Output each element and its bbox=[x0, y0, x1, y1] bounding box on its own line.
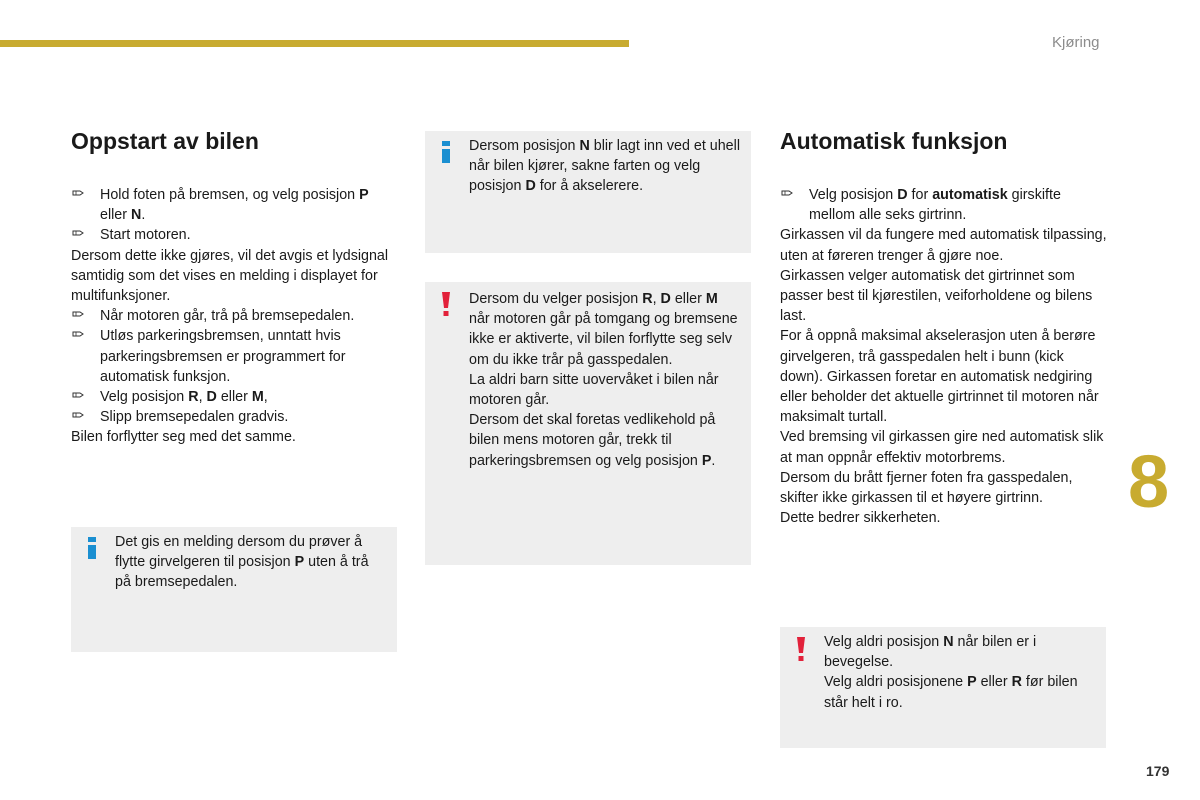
text-run: . bbox=[141, 207, 146, 224]
right-column bbox=[780, 127, 1110, 528]
paragraph bbox=[780, 225, 1110, 265]
bold-text: P bbox=[967, 674, 977, 691]
bold-text: R bbox=[188, 389, 199, 406]
text-run: for bbox=[907, 187, 933, 203]
text-run: Ved bremsing vil girkassen gire ned automatisk slik at man oppnår effektiv motorbrems. bbox=[780, 429, 1104, 466]
text-run: Dersom dette ikke gjøres, vil det avgis et lydsignal samtidig som det vises en melding i displayet for multifunksjoner. bbox=[71, 247, 389, 305]
info-icon bbox=[441, 141, 451, 169]
text-run: Velg posisjon bbox=[100, 389, 189, 406]
bold-text: D bbox=[206, 389, 217, 406]
warning-icon bbox=[441, 292, 451, 324]
bullet-item bbox=[71, 407, 396, 427]
warning-box-right-text bbox=[824, 632, 1096, 713]
paragraph bbox=[780, 326, 1110, 427]
info-box-left-text bbox=[115, 532, 387, 593]
chapter-number: 8 bbox=[1128, 440, 1170, 523]
bullet-item bbox=[71, 387, 396, 407]
text-run: uten å trå på bremsepedalen. bbox=[115, 554, 369, 591]
pointing-hand-icon bbox=[72, 408, 84, 428]
paragraph bbox=[469, 289, 741, 370]
text-run: Dette bedrer sikkerheten. bbox=[780, 510, 941, 527]
text-run: Når motoren går, trå på bremsepedalen. bbox=[100, 308, 355, 325]
text-run: , bbox=[263, 389, 268, 406]
text-run: Det gis en melding dersom du prøver å flytte girvelgeren til posisjon bbox=[115, 534, 363, 571]
bold-text: P bbox=[701, 452, 712, 469]
text-run: når motoren går på tomgang og bremsene ikke er aktiverte, vil bilen forflytte seg selv om du ikke trår på gasspedalen. bbox=[469, 311, 738, 368]
bullet-item bbox=[71, 326, 396, 387]
text-run: Dersom du velger posisjon bbox=[469, 291, 643, 307]
text-run: blir lagt inn ved et uhell når bilen kjører, sakne farten og velg posisjon bbox=[469, 138, 740, 195]
info-box-middle-text bbox=[469, 136, 741, 197]
pointing-hand-icon bbox=[72, 388, 84, 408]
bold-text: N bbox=[131, 207, 142, 224]
right-body bbox=[780, 185, 1110, 528]
paragraph bbox=[115, 532, 387, 593]
bold-text: N bbox=[943, 634, 954, 650]
paragraph bbox=[71, 246, 396, 307]
bold-text: D bbox=[525, 178, 536, 195]
text-run: For å oppnå maksimal akselerasjon uten å berøre girvelgeren, trå gasspedalen helt i bunn (kick down). Girkassen foretar en automatisk nedgiring eller beholder det aktuelle girtrinnet til motoren når maksimalt turtall. bbox=[780, 328, 1099, 426]
text-run: Dersom det skal foretas vedlikehold på bilen mens motoren går, trekk til parkeringsbremsen og velg posisjon bbox=[469, 412, 716, 469]
paragraph bbox=[469, 370, 741, 410]
paragraph bbox=[824, 632, 1096, 672]
bold-text: M bbox=[251, 389, 264, 406]
bold-text: R bbox=[1011, 674, 1022, 691]
bold-text: D bbox=[897, 187, 908, 203]
bold-text: M bbox=[705, 291, 718, 307]
bullet-item bbox=[71, 185, 396, 225]
bold-text: automatisk bbox=[932, 187, 1008, 203]
text-run: Dersom posisjon bbox=[469, 138, 580, 154]
text-run: eller bbox=[216, 389, 252, 406]
text-run: eller bbox=[976, 674, 1012, 691]
text-run: Velg aldri posisjonene bbox=[824, 674, 968, 691]
bold-text: N bbox=[579, 138, 590, 154]
text-run: . bbox=[711, 452, 716, 469]
text-run: før bilen står helt i ro. bbox=[824, 674, 1078, 711]
bullet-item bbox=[780, 185, 1110, 225]
paragraph bbox=[824, 672, 1096, 712]
chapter-title: Kjøring bbox=[1052, 34, 1100, 51]
text-run: Hold foten på bremsen, og velg posisjon bbox=[100, 187, 360, 203]
paragraph bbox=[780, 427, 1110, 467]
text-run: for å akselerere. bbox=[535, 178, 644, 195]
text-run: Slipp bremsepedalen gradvis. bbox=[100, 409, 289, 426]
left-column bbox=[71, 127, 396, 448]
paragraph bbox=[469, 410, 741, 471]
header-accent-bar bbox=[0, 40, 629, 47]
section-heading-automatic: Automatisk funksjon bbox=[780, 128, 1008, 154]
bold-text: R bbox=[642, 291, 653, 307]
warning-box-middle bbox=[425, 282, 751, 565]
paragraph bbox=[780, 266, 1110, 327]
warning-box-right bbox=[780, 627, 1106, 748]
pointing-hand-icon bbox=[72, 226, 84, 246]
text-run: Girkassen vil da fungere med automatisk tilpassing, uten at føreren trenger å gjøre noe. bbox=[780, 227, 1107, 264]
info-box-left bbox=[71, 527, 397, 652]
text-run: når bilen er i bevegelse. bbox=[824, 634, 1037, 671]
text-run: Velg posisjon bbox=[809, 187, 898, 203]
paragraph bbox=[469, 136, 741, 197]
pointing-hand-icon bbox=[72, 186, 84, 206]
text-run: , bbox=[198, 389, 207, 406]
text-run: La aldri barn sitte uovervåket i bilen når motoren går. bbox=[469, 371, 719, 409]
info-icon bbox=[87, 537, 97, 565]
bold-text: P bbox=[294, 554, 305, 571]
text-run: Start motoren. bbox=[100, 227, 191, 244]
bullet-item bbox=[71, 306, 396, 326]
left-body bbox=[71, 185, 396, 448]
text-run: eller bbox=[100, 207, 131, 224]
pointing-hand-icon bbox=[72, 307, 84, 327]
paragraph bbox=[780, 468, 1110, 508]
text-run: eller bbox=[670, 291, 706, 307]
text-run: , bbox=[652, 291, 661, 307]
section-heading-startup: Oppstart av bilen bbox=[71, 128, 259, 154]
pointing-hand-icon bbox=[781, 186, 793, 206]
bullet-item bbox=[71, 225, 396, 245]
bold-text: P bbox=[359, 187, 369, 203]
text-run: Dersom du brått fjerner foten fra gasspedalen, skifter ikke girkassen til et høyere girtrinn. bbox=[780, 469, 1073, 507]
text-run: Velg aldri posisjon bbox=[824, 634, 944, 650]
text-run: girskifte mellom alle seks girtrinn. bbox=[809, 187, 1061, 224]
pointing-hand-icon bbox=[72, 327, 84, 347]
warning-icon bbox=[796, 637, 806, 669]
info-box-middle bbox=[425, 131, 751, 253]
warning-box-middle-text bbox=[469, 289, 741, 471]
paragraph bbox=[71, 427, 396, 447]
text-run: Utløs parkeringsbremsen, unntatt hvis parkeringsbremsen er programmert for automatisk funksjon. bbox=[100, 328, 346, 385]
text-run: Girkassen velger automatisk det girtrinnet som passer best til kjørestilen, veiforholdene og bilens last. bbox=[780, 267, 1093, 325]
bold-text: D bbox=[660, 291, 671, 307]
paragraph bbox=[780, 508, 1110, 528]
page-number: 179 bbox=[1146, 763, 1170, 779]
text-run: Bilen forflytter seg med det samme. bbox=[71, 429, 296, 446]
